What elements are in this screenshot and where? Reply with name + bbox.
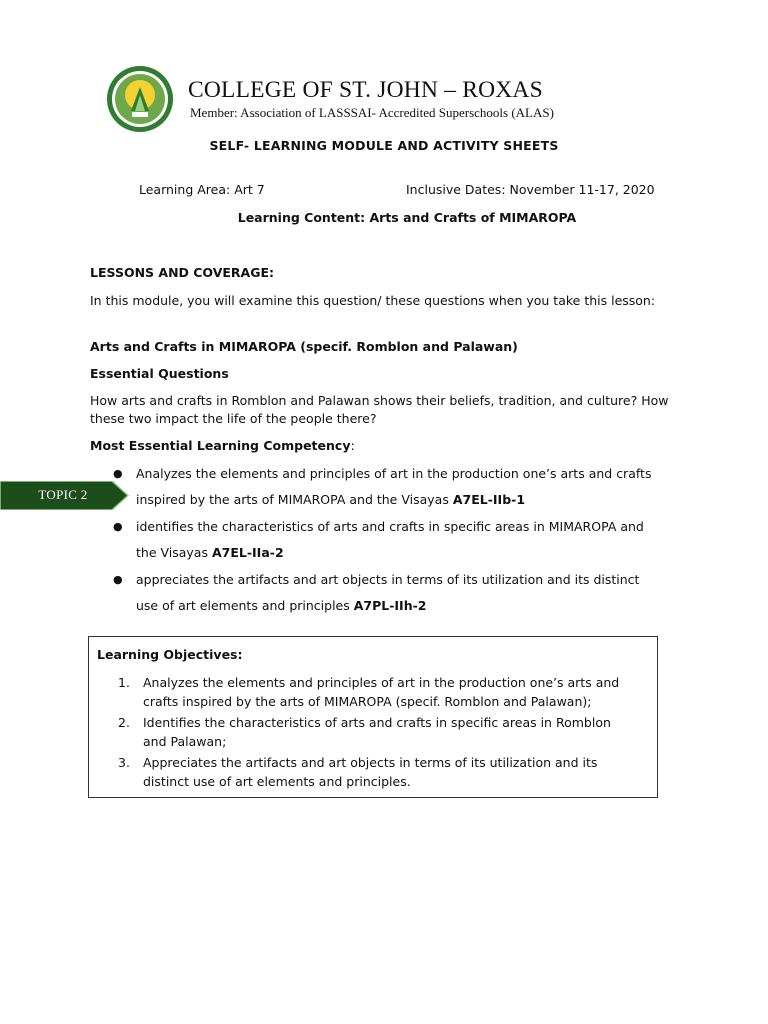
objective-1-line2: crafts inspired by the arts of MIMAROPA (specif. Romblon and Palawan); <box>143 694 592 709</box>
competency-code: A7PL-IIh-2 <box>353 598 427 613</box>
lessons-heading: LESSONS AND COVERAGE: <box>90 265 275 280</box>
essential-questions-heading: Essential Questions <box>90 366 229 381</box>
school-membership: Member: Association of LASSSAI- Accredited Superschools (ALAS) <box>190 105 554 120</box>
module-topic: Arts and Crafts in MIMAROPA (specif. Romblon and Palawan) <box>90 339 518 354</box>
learning-area: Learning Area: Art 7 <box>139 182 265 197</box>
topic-tag-label: TOPIC 2 <box>38 487 88 502</box>
competency-item-1-line1: Analyzes the elements and principles of art in the production one’s arts and crafts <box>136 466 652 481</box>
competency-item-1-line2: inspired by the arts of MIMAROPA and the Visayas A7EL-IIb-1 <box>136 492 526 507</box>
objective-3-line1: Appreciates the artifacts and art objects in terms of its utilization and its <box>143 755 598 770</box>
school-seal-icon <box>101 65 179 133</box>
essential-questions-text: How arts and crafts in Romblon and Palawan shows their beliefs, tradition, and culture? How these two impact the life of the people there? <box>90 393 669 426</box>
document-title: SELF- LEARNING MODULE AND ACTIVITY SHEETS <box>209 138 559 153</box>
bullet-icon: ● <box>113 467 123 480</box>
bullet-icon: ● <box>113 520 123 533</box>
competency-item-2-line2: the Visayas A7EL-IIa-2 <box>136 545 284 560</box>
competency-heading: Most Essential Learning Competency: <box>90 438 355 453</box>
objectives-heading: Learning Objectives: <box>97 647 243 662</box>
inclusive-dates: Inclusive Dates: November 11-17, 2020 <box>406 182 655 197</box>
intro-text: In this module, you will examine this question/ these questions when you take this lesson: <box>90 293 656 308</box>
bullet-icon: ● <box>113 573 123 586</box>
objective-number: 3. <box>118 755 130 770</box>
objective-2-line1: Identifies the characteristics of arts and crafts in specific areas in Romblon <box>143 715 611 730</box>
competency-item-2-line1: identifies the characteristics of arts and crafts in specific areas in MIMAROPA and <box>136 519 644 534</box>
competency-item-3-line2: use of art elements and principles A7PL-IIh-2 <box>136 598 427 613</box>
objective-number: 1. <box>118 675 130 690</box>
competency-code: A7EL-IIa-2 <box>211 545 284 560</box>
objective-number: 2. <box>118 715 130 730</box>
objective-1-line1: Analyzes the elements and principles of art in the production one’s arts and <box>143 675 620 690</box>
competency-code: A7EL-IIb-1 <box>452 492 526 507</box>
school-name: COLLEGE OF ST. JOHN – ROXAS <box>188 77 543 103</box>
learning-content: Learning Content: Arts and Crafts of MIMAROPA <box>237 210 577 225</box>
objective-3-line2: distinct use of art elements and principles. <box>143 774 411 789</box>
objective-2-line2: and Palawan; <box>143 734 227 749</box>
competency-item-3-line1: appreciates the artifacts and art objects in terms of its utilization and its distinct <box>136 572 640 587</box>
